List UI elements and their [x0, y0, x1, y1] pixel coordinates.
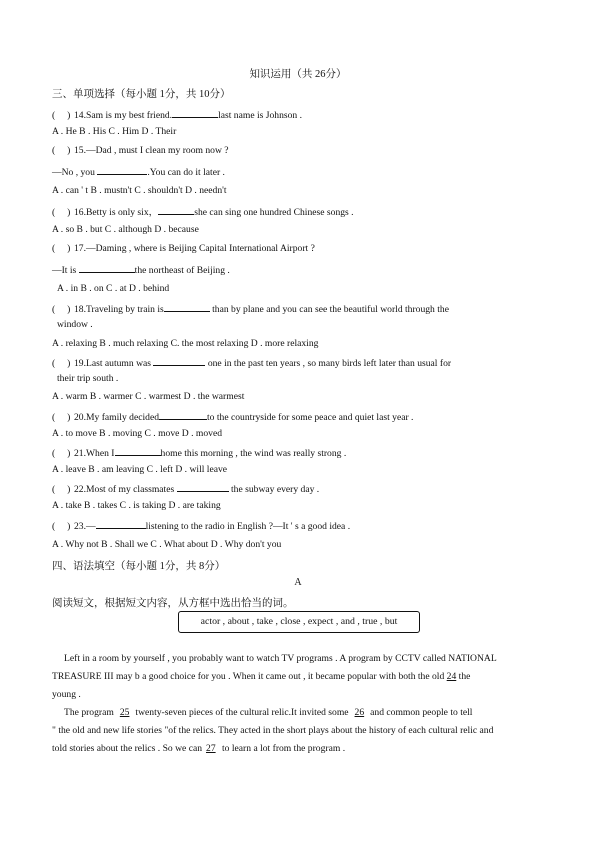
blank-26[interactable]: 26 [354, 707, 365, 718]
answer-blank[interactable] [177, 482, 229, 492]
answer-blank[interactable] [97, 165, 147, 175]
question-22: ( ) 22.Most of my classmates the subway every day . [52, 484, 320, 495]
answer-blank[interactable] [159, 410, 207, 420]
question-16: ( ) 16.Betty is only six， she can sing one hundred Chinese songs . [52, 207, 354, 218]
options-23: A . Why not B . Shall we C . What about D . Why don't you [52, 539, 282, 550]
options-21: A . leave B . am leaving C . left D . will leave [52, 464, 228, 475]
paragraph-1: Left in a room by yourself , you probably want to watch TV programs . A program by CCTV called NATIONAL TREASURE III may b a good choice for you . When it came out , it became popular with both the old 24 the young . [52, 653, 497, 700]
blank-25[interactable]: 25 [119, 707, 130, 718]
answer-blank[interactable] [153, 356, 205, 366]
question-19: ( ) 19.Last autumn was one in the past ten years , so many birds left later than usual for [52, 358, 452, 369]
answer-blank[interactable] [164, 302, 210, 312]
answer-blank[interactable] [79, 263, 135, 273]
question-19-continued: their trip south . [57, 373, 119, 384]
options-18: A . relaxing B . much relaxing C. the most relaxing D . more relaxing [52, 338, 319, 349]
question-23: ( ) 23.— listening to the radio in English ?—It ' s a good idea . [52, 521, 351, 532]
section-4-heading: 四、语法填空（每小题 1分，共 8分） [52, 561, 226, 572]
options-14: A . He B . His C . Him D . Their [52, 126, 177, 137]
paragraph-2: The program 25 twenty-seven pieces of the cultural relic.It invited some 26 and common people to tell " the old and new life stories "of the relics. They acted in the short plays about the history of each cultural relic and told stories about the relics . So we can 27 to learn a lot from the program . [52, 707, 494, 754]
instruction: 阅读短文，根据短文内容，从方框中选出恰当的词。 [52, 598, 294, 609]
answer-blank[interactable] [115, 446, 161, 456]
options-15: A . can ' t B . mustn't C . shouldn't D . needn't [52, 185, 227, 196]
question-17-response: —It is the northeast of Beijing . [52, 265, 230, 276]
options-22: A . take B . takes C . is taking D . are taking [52, 500, 221, 511]
word-box: actor , about , take , close , expect , and , true , but [178, 611, 420, 633]
question-18: ( ) 18.Traveling by train is than by plane and you can see the beautiful world through the [52, 304, 449, 315]
options-16: A . so B . but C . although D . because [52, 224, 199, 235]
question-21: ( ) 21.When I home this morning , the wind was really strong . [52, 448, 347, 459]
page-title: 知识运用（共 26分） [249, 69, 347, 80]
options-17: A . in B . on C . at D . behind [57, 283, 170, 294]
blank-24[interactable]: 24 [446, 671, 457, 682]
answer-blank[interactable] [158, 205, 194, 215]
blank-27[interactable]: 27 [206, 743, 216, 754]
options-20: A . to move B . moving C . move D . moved [52, 428, 223, 439]
answer-blank[interactable] [172, 108, 218, 118]
question-15-response: —No , you .You can do it later . [52, 167, 225, 178]
question-15: ( ) 15.—Dad , must I clean my room now ? [52, 145, 229, 156]
section-3-heading: 三、单项选择（每小题 1分，共 10分） [52, 89, 231, 100]
question-14: ( ) 14.Sam is my best friend. last name is Johnson . [52, 110, 303, 121]
question-17: ( ) 17.—Daming , where is Beijing Capital International Airport ? [52, 243, 315, 254]
question-20: ( ) 20.My family decided to the countryside for some peace and quiet last year . [52, 412, 414, 423]
options-19: A . warm B . warmer C . warmest D . the warmest [52, 391, 245, 402]
answer-blank[interactable] [96, 519, 146, 529]
passage-label: A [294, 577, 302, 588]
question-18-continued: window . [57, 319, 93, 330]
